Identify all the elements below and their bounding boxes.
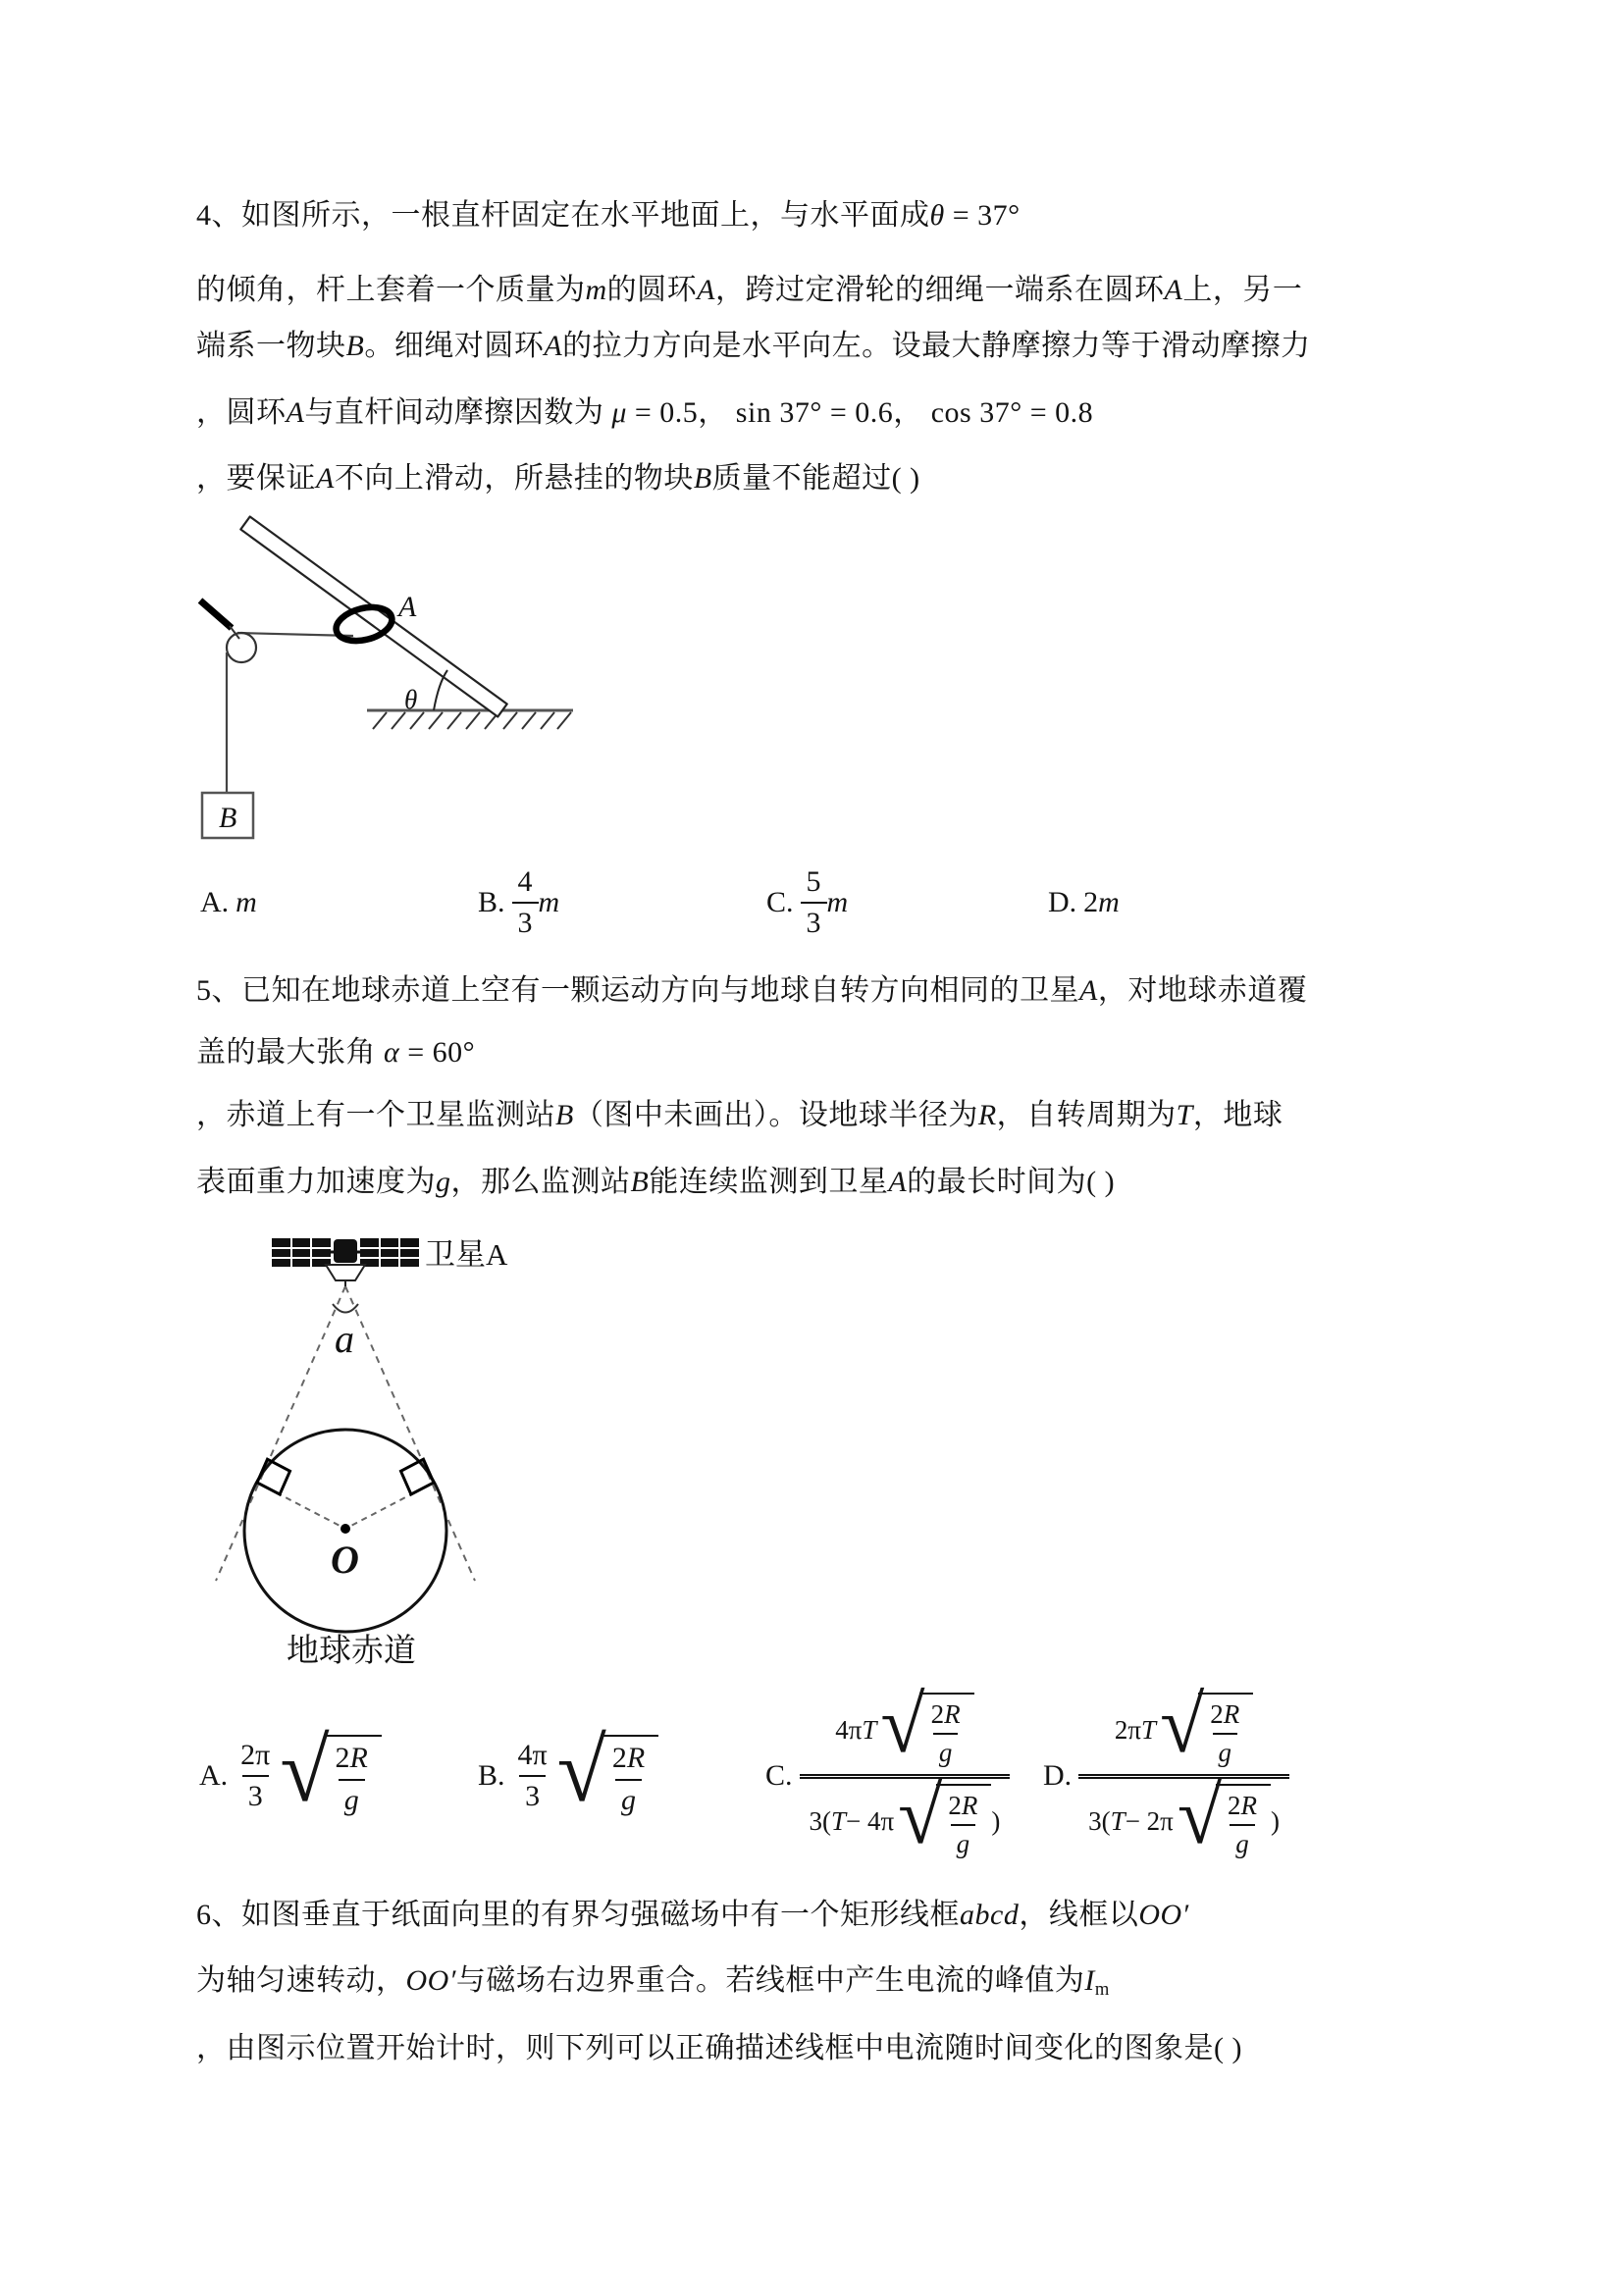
- radius-lines: [257, 1483, 434, 1529]
- q6-line-1: 6、如图垂直于纸面向里的有界匀强磁场中有一个矩形线框abcd，线框以OO′: [196, 1899, 1189, 1931]
- big-fraction-denominator: 3( T − 4π √ $\frac{2R}{g}$ ): [809, 1770, 1001, 1860]
- alpha-arc: [333, 1304, 358, 1313]
- q4-line-4: ，圆环A与直杆间动摩擦因数为 μ = 0.5， sin 37° = 0.6， cos 37° = 0.8: [196, 396, 1094, 429]
- big-fraction: [1078, 1680, 1289, 1860]
- q5-line-4: 表面重力加速度为g，那么监测站B能连续监测到卫星A的最长时间为( ): [196, 1166, 1116, 1198]
- radical-icon: √: [880, 1680, 925, 1770]
- coef-fraction: $\frac{2\pi}{3}$: [240, 1738, 271, 1812]
- q5-option-a: [199, 1680, 382, 1872]
- fraction-denominator: 3: [801, 902, 827, 941]
- q4-option-c: [766, 861, 848, 944]
- big-fraction: [800, 1680, 1011, 1860]
- fraction-numerator: 5: [806, 864, 821, 898]
- option-letter: A.: [199, 1759, 229, 1792]
- radicand-fraction: $\frac{2R}{g}$: [335, 1742, 368, 1816]
- coef-fraction: $\frac{4\pi}{3}$: [517, 1738, 548, 1812]
- option-variable: m: [538, 886, 560, 918]
- satellite-label: 卫星A: [425, 1237, 508, 1272]
- q6-line-2: 为轴匀速转动，OO′与磁场右边界重合。若线框中产生电流的峰值为Im: [196, 1964, 1110, 2001]
- alpha-label: a: [335, 1317, 354, 1361]
- big-fraction-denominator: 3( T − 2π √ $\frac{2R}{g}$ ): [1088, 1770, 1281, 1860]
- fraction-denominator: 3: [512, 902, 539, 941]
- q4-option-b: [478, 861, 559, 944]
- radical-icon: √: [280, 1720, 330, 1820]
- big-fraction-numerator: 4π T √ $\frac{2R}{g}$: [825, 1693, 983, 1768]
- q5-option-c: [765, 1680, 1010, 1872]
- radicand-fraction: $\frac{2R}{g}$: [611, 1742, 646, 1816]
- option-letter: C.: [766, 886, 794, 918]
- big-fraction-numerator: 2π T √ $\frac{2R}{g}$: [1105, 1693, 1263, 1768]
- fraction: [512, 865, 539, 941]
- pulley: [227, 633, 256, 662]
- sqrt: [556, 1720, 659, 1820]
- ring-a-label: A: [398, 591, 417, 623]
- q5-option-d: [1043, 1680, 1289, 1872]
- sqrt: [280, 1720, 382, 1820]
- fraction-numerator: 4: [517, 864, 533, 898]
- q4-option-d: [1048, 861, 1120, 944]
- radical-icon: √: [556, 1720, 606, 1820]
- equator-label: 地球赤道: [287, 1634, 416, 1669]
- option-letter: D.: [1048, 886, 1077, 918]
- earth-center-dot: [340, 1524, 350, 1534]
- radical-icon: √: [898, 1770, 943, 1860]
- block-b-label: B: [219, 802, 237, 834]
- radical-icon: √: [1160, 1680, 1205, 1770]
- q5-option-b: [478, 1680, 658, 1872]
- option-value: m: [236, 886, 257, 918]
- option-value: 2m: [1083, 886, 1120, 918]
- q4-line-2: 的倾角，杆上套着一个质量为m的圆环A，跨过定滑轮的细绳一端系在圆环A上，另一: [196, 274, 1303, 306]
- earth-center-label: O: [331, 1538, 359, 1582]
- q6-line-3: ，由图示位置开始计时，则下列可以正确描述线框中电流随时间变化的图象是( ): [196, 2032, 1242, 2064]
- ground: [367, 710, 573, 729]
- option-letter: B.: [478, 1759, 505, 1792]
- q4-line-5: ，要保证A不向上滑动，所悬挂的物块B质量不能超过( ): [196, 462, 920, 495]
- option-letter: A.: [200, 886, 230, 918]
- q5-line-3: ，赤道上有一个卫星监测站B（图中未画出）。设地球半径为R，自转周期为T，地球: [196, 1099, 1283, 1131]
- option-letter: C.: [765, 1759, 793, 1792]
- q4-line-1: 4、如图所示，一根直杆固定在水平地面上，与水平面成θ = 37°: [196, 199, 1021, 232]
- option-letter: D.: [1043, 1759, 1073, 1792]
- q5-line-1: 5、已知在地球赤道上空有一颗运动方向与地球自转方向相同的卫星A，对地球赤道覆: [196, 974, 1308, 1007]
- q5-line-2: 盖的最大张角 α = 60°: [196, 1036, 476, 1069]
- satellite-icon: [272, 1238, 419, 1286]
- theta-label: θ: [404, 685, 418, 714]
- radical-icon: √: [1177, 1770, 1223, 1860]
- q4-option-a: [200, 861, 257, 944]
- bracket: [200, 600, 232, 628]
- fraction: [801, 865, 827, 941]
- q4-diagram: [186, 510, 579, 863]
- q4-line-3: 端系一物块B。细绳对圆环A的拉力方向是水平向左。设最大静摩擦力等于滑动摩擦力: [196, 330, 1311, 362]
- q5-diagram: [196, 1222, 648, 1683]
- option-letter: B.: [478, 886, 505, 918]
- rod: [240, 517, 506, 717]
- option-variable: m: [826, 886, 849, 918]
